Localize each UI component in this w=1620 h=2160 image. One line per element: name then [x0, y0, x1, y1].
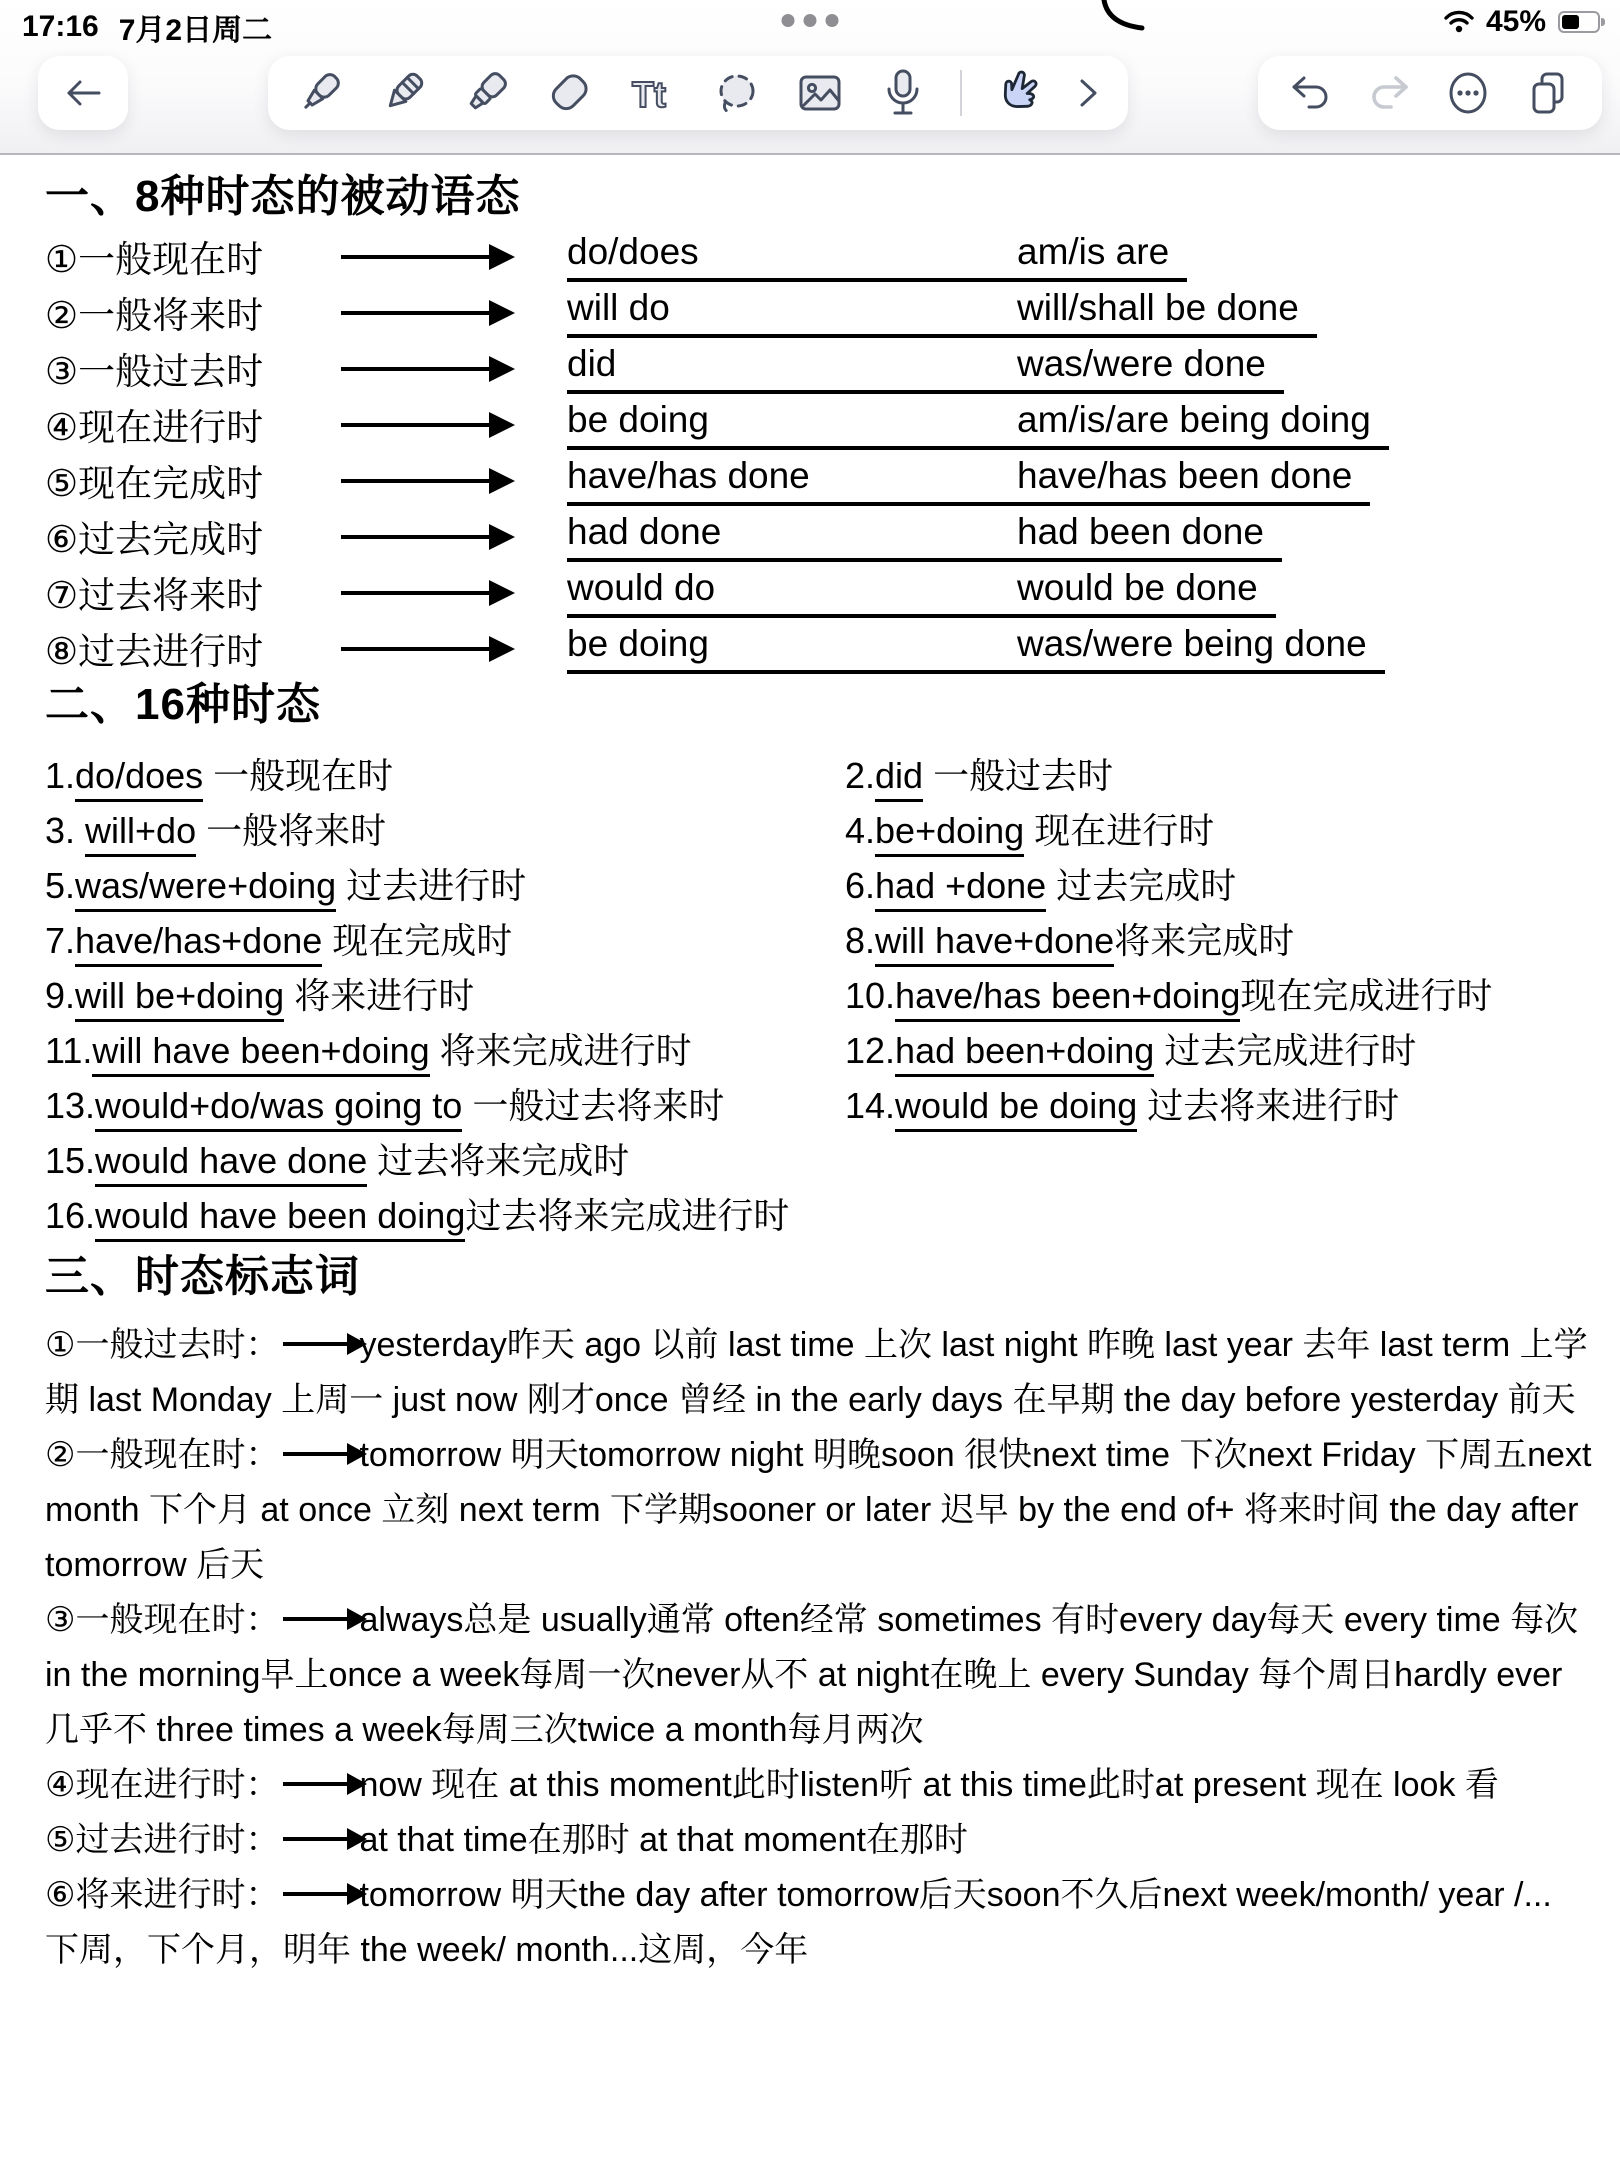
- passive-row: [45, 284, 1389, 340]
- tense-label: ③一般过去时: [45, 351, 264, 392]
- passive-row: [45, 228, 1389, 284]
- tense-item: 8.will have+done将来完成时: [845, 913, 1492, 964]
- passive-row: [45, 452, 1389, 508]
- marker-paragraph: [45, 1428, 1595, 1593]
- tense-item: 10.have/has been+doing现在完成进行时: [845, 968, 1492, 1019]
- marker-paragraph: [45, 1758, 1595, 1813]
- passive-row: [45, 396, 1389, 452]
- tense-label: ⑦过去将来时: [45, 575, 264, 616]
- tense-label: ⑥过去完成时: [45, 519, 264, 560]
- arrow-icon: [341, 311, 491, 315]
- arrow-icon: [341, 367, 491, 371]
- marker-label: ⑤过去进行时：: [45, 1821, 280, 1859]
- tense-label: ①一般现在时: [45, 239, 264, 280]
- marker-label: ②一般现在时：: [45, 1436, 280, 1474]
- pen-tool-icon[interactable]: [294, 67, 346, 119]
- back-card: [38, 56, 128, 130]
- tools-card: [268, 56, 1128, 130]
- forms: did was/were done: [567, 343, 1284, 394]
- marker-text: yesterday昨天 ago 以前 last time 上次 last night 昨晚 last year 去年 last term 上学期 last Monday 上周一 just now 刚才once 曾经 in the early days 在早期 the day before yesterday 前天: [45, 1326, 1588, 1419]
- actions-card: [1258, 56, 1602, 130]
- svg-text:Tt: Tt: [632, 74, 666, 115]
- marker-paragraph: [45, 1318, 1595, 1428]
- marker-text: tomorrow 明天the day after tomorrow后天soon不久后next week/month/ year /... 下周，下个月，明年 the week/ month...这周，今年: [45, 1876, 1552, 1969]
- tense-item: 13.would+do/was going to 一般过去将来时: [45, 1078, 845, 1129]
- tense-item: 16.would have been doing过去将来完成进行时: [45, 1188, 1492, 1239]
- duplicate-pages-button[interactable]: [1524, 69, 1572, 117]
- tense-item: 15.would have done 过去将来完成时: [45, 1133, 1492, 1184]
- marker-text: tomorrow 明天tomorrow night 明晚soon 很快next time 下次next Friday 下周五next month 下个月 at once 立刻 next term 下学期sooner or later 迟早 by the end of+ 将来时间 the day after tomorrow 后天: [45, 1436, 1592, 1584]
- marker-tool-icon[interactable]: [460, 67, 512, 119]
- passive-row: [45, 508, 1389, 564]
- arrow-icon: [341, 255, 491, 259]
- tense-item: 4.be+doing 现在进行时: [845, 803, 1492, 854]
- image-tool-icon[interactable]: [794, 67, 846, 119]
- tense-item: 7.have/has+done 现在完成时: [45, 913, 845, 964]
- arrow-icon: [283, 1892, 349, 1896]
- arrow-icon: [341, 479, 491, 483]
- marker-label: ③一般现在时：: [45, 1601, 280, 1639]
- section3-title: 三、时态标志词: [45, 1252, 360, 1301]
- more-options-button[interactable]: [1444, 69, 1492, 117]
- tense-label: ④现在进行时: [45, 407, 264, 448]
- arrow-icon: [283, 1782, 349, 1786]
- top-chrome: [0, 0, 1620, 155]
- back-button[interactable]: [61, 75, 105, 111]
- battery-icon: [1558, 11, 1600, 33]
- tense-item: 5.was/were+doing 过去进行时: [45, 858, 845, 909]
- pen-stroke-mark: [1090, 0, 1160, 34]
- section1-title: 一、8种时态的被动语态: [45, 172, 521, 221]
- multitask-handle-icon[interactable]: [782, 14, 839, 27]
- text-tool-icon[interactable]: [626, 69, 680, 117]
- tense-item: 14.would be doing 过去将来进行时: [845, 1078, 1492, 1129]
- section2-title: 二、16种时态: [45, 680, 321, 729]
- redo-button[interactable]: [1366, 72, 1412, 114]
- undo-button[interactable]: [1288, 72, 1334, 114]
- wifi-icon: [1444, 10, 1474, 34]
- marker-paragraph: [45, 1813, 1595, 1868]
- arrow-icon: [283, 1342, 349, 1346]
- eraser-tool-icon[interactable]: [543, 67, 595, 119]
- marker-paragraph: [45, 1593, 1595, 1758]
- tense-item: 2.did 一般过去时: [845, 748, 1492, 799]
- arrow-icon: [283, 1837, 349, 1841]
- forms: have/has done have/has been done: [567, 455, 1370, 506]
- battery-percent: 45%: [1485, 5, 1546, 38]
- marker-words: [45, 1318, 1595, 1978]
- tense-item: 1.do/does 一般现在时: [45, 748, 845, 799]
- arrow-icon: [341, 535, 491, 539]
- forms: will do will/shall be done: [567, 287, 1317, 338]
- arrow-icon: [283, 1452, 349, 1456]
- arrow-icon: [341, 423, 491, 427]
- passive-row: [45, 564, 1389, 620]
- marker-text: now 现在 at this moment此时listen听 at this time此时at present 现在 look 看: [359, 1766, 1499, 1804]
- status-bar: [0, 0, 1620, 47]
- passive-row: [45, 340, 1389, 396]
- hand-pointer-tool-icon[interactable]: [993, 67, 1045, 119]
- forms: be doing was/were being done: [567, 623, 1385, 674]
- tense-item: 12.had been+doing 过去完成进行时: [845, 1023, 1492, 1074]
- marker-label: ⑥将来进行时：: [45, 1876, 280, 1914]
- marker-label: ①一般过去时：: [45, 1326, 280, 1364]
- forms: do/does am/is are: [567, 231, 1187, 282]
- microphone-tool-icon[interactable]: [877, 67, 929, 119]
- tense-label: ⑧过去进行时: [45, 631, 264, 672]
- tense-label: ②一般将来时: [45, 295, 264, 336]
- arrow-icon: [341, 591, 491, 595]
- pencil-tool-icon[interactable]: [377, 67, 429, 119]
- tense-label: ⑤现在完成时: [45, 463, 264, 504]
- passive-table: [45, 228, 1389, 676]
- tense-item: 3. will+do 一般将来时: [45, 803, 845, 854]
- toolbar-divider: [960, 70, 962, 116]
- tenses16-list: [45, 746, 1492, 1241]
- status-date: 7月2日周二: [118, 14, 273, 47]
- lasso-tool-icon[interactable]: [711, 67, 763, 119]
- tense-item: 6.had +done 过去完成时: [845, 858, 1492, 909]
- marker-paragraph: [45, 1868, 1595, 1978]
- forms: be doing am/is/are being doing: [567, 399, 1389, 450]
- tense-item: 9.will be+doing 将来进行时: [45, 968, 845, 1019]
- marker-label: ④现在进行时：: [45, 1766, 280, 1804]
- forms: had done had been done: [567, 511, 1282, 562]
- expand-chevron-icon[interactable]: [1076, 73, 1102, 113]
- marker-text: at that time在那时 at that moment在那时: [359, 1821, 968, 1859]
- clock: 17:16: [22, 10, 99, 43]
- arrow-icon: [283, 1617, 349, 1621]
- forms: would do would be done: [567, 567, 1276, 618]
- arrow-icon: [341, 647, 491, 651]
- tense-item: 11.will have been+doing 将来完成进行时: [45, 1023, 845, 1074]
- marker-text: always总是 usually通常 often经常 sometimes 有时every day每天 every time 每次in the morning早上once a week每周一次never从不 at night在晚上 every Sunday 每个周日hardly ever 几乎不 three times a week每周三次twice a month每月两次: [45, 1601, 1579, 1749]
